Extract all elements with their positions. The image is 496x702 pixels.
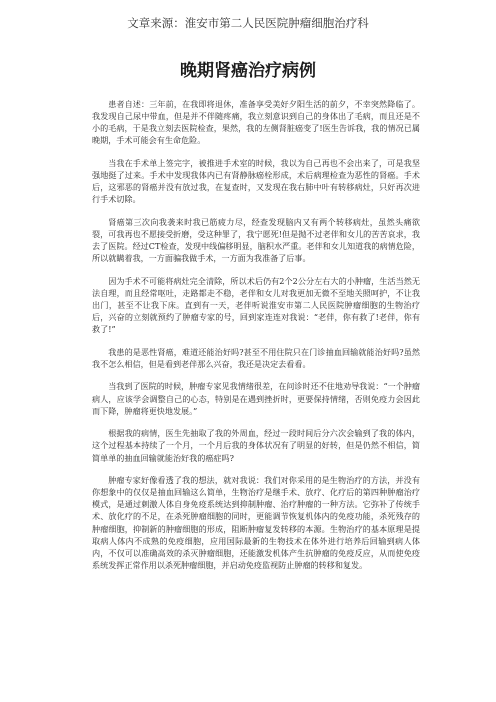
article-title: 晚期肾癌治疗病例 bbox=[180, 61, 316, 81]
paragraph: 根据我的病情，医生先抽取了我的外周血，经过一段时间后分六次会输到了我的体内，这个过程基本持续了一个月，一个月后我的身体状况有了明显的好转，但是仍然不相信，简简单单的抽血回输就能治好我的癌症吗? bbox=[92, 428, 420, 463]
paragraph: 我患的是恶性肾癌，难道还能治好吗?甚至不用住院只在门诊抽血回输就能治好吗?虽然我不怎么相信，但是看到老伴那么兴奋，我还是决定去看看。 bbox=[92, 346, 420, 369]
paragraph: 因为手术不可能将病灶完全清除，所以术后仍有2个2公分左右大的小肿瘤，生活当然无法自理，而且经常呕吐，走路都走不稳，老伴和女儿对我更加无微不至地关照呵护，不让我出门，甚至不让我下床。直到有一天，老伴听说淮安市第二人民医院肿瘤细胞的生物治疗后，兴奋的立刻就预约了肿瘤专家的号，回到家连连对我说：“老伴，你有救了!老伴，你有救了!” bbox=[92, 275, 420, 335]
paragraph: 当我到了医院的时候，肿瘤专家见我情绪很差，在问诊时还不住地劝导我说：“一个肿瘤病人，应该学会调整自己的心态，特别是在遇到挫折时，更要保持情绪，否则免疫力会因此而下降，肿瘤将更快地发展。” bbox=[92, 381, 420, 416]
paragraph: 当我在手术单上签完字，被推进手术室的时候，我以为自己再也不会出来了，可是我坚强地挺了过来。手术中发现我体内已有肾静脉癌栓形成，术后病理检查为恶性的肾癌。手术后，这邪恶的肾癌并没有放过我，在复查时，又发现在我右肺中叶有转移病灶，只好再次进行手术切除。 bbox=[92, 157, 420, 205]
article-source: 文章来源：淮安市第二人民医院肿瘤细胞治疗科 bbox=[127, 16, 369, 30]
article-body bbox=[92, 98, 420, 571]
paragraph: 肾癌第三次向我袭来时我已筋疲力尽，经查发现脑内又有两个转移病灶，虽然头痛欲裂，可我再也不愿接受折磨，受这种罪了，我宁愿死!但是抛不过老伴和女儿的苦苦哀求，我去了医院。经过CT检查，发现中线偏移明显，脑积水严重。老伴和女儿知道我的病情危险，所以就瞒着我，一方面骗我做手术，一方面为我准备了后事。 bbox=[92, 216, 420, 264]
paragraph: 患者自述：三年前，在我即将退休，准备享受美好夕阳生活的前夕，不幸突然降临了。我发现自己尿中带血，但是并不伴随疼痛，我立刻意识到自己的身体出了毛病，而且还是不小的毛病，于是我立刻去医院检查，果然，我的左侧肾脏癌变了!医生告诉我，我的情况已属晚期，手术可能会有生命危险。 bbox=[92, 99, 420, 146]
paragraph: 肿瘤专家好像看透了我的想法，就对我说：我们对你采用的是生物治疗的方法，并没有你想象中的仅仅是抽血回输这么简单，生物治疗是继手术、放疗、化疗后的第四种肿瘤治疗模式，是通过刺激人体自身免疫系统达到抑制肿瘤、治疗肿瘤的一种方法。它弥补了传统手术、放化疗的不足，在杀死肿瘤细胞的同时，更能调节恢复机体内的免疫功能，杀死残存的肿瘤细胞，抑制新的肿瘤细胞的形成，阻断肿瘤复发转移的本源。生物治疗的基本原理是提取病人体内不成熟的免疫细胞，应用国际最新的生物技术在体外进行培养后回输到病人体内，不仅可以准确高效的杀灭肿瘤细胞，还能激发机体产生抗肿瘤的免疫反应，从而使免疫系统发挥正常作用以杀死肿瘤细胞，并启动免疫监视防止肿瘤的转移和复发。 bbox=[92, 474, 420, 571]
